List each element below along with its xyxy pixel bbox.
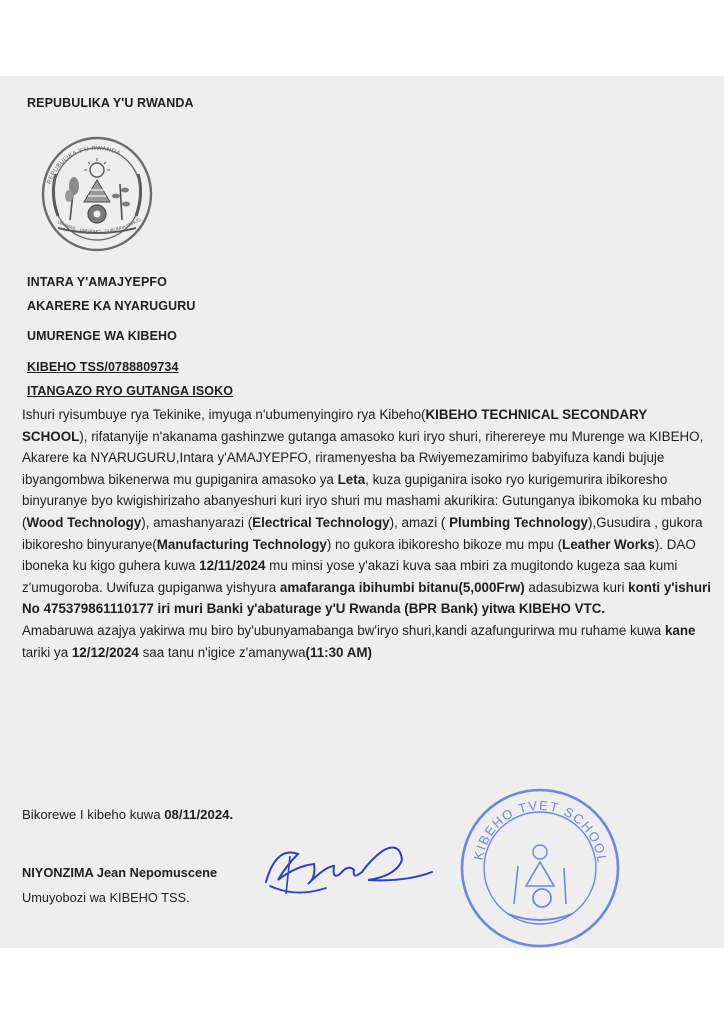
republic-heading: REPUBULIKA Y'U RWANDA xyxy=(27,96,194,110)
issue-date-line: Bikorewe I kibeho kuwa 08/11/2024. xyxy=(22,807,234,822)
province-heading: INTARA Y'AMAJYEPFO xyxy=(27,275,167,289)
school-contact: KIBEHO TSS/0788809734 xyxy=(27,360,179,374)
document-page xyxy=(0,76,724,948)
svg-text:KIBEHO TVET SCHOOL: KIBEHO TVET SCHOOL xyxy=(470,797,610,865)
sector-heading: UMURENGE WA KIBEHO xyxy=(27,329,177,343)
rwanda-coat-of-arms xyxy=(22,124,172,256)
svg-text:REPUBULIKA Y'U RWANDA: REPUBULIKA Y'U RWANDA xyxy=(46,145,122,185)
notice-title: ITANGAZO RYO GUTANGA ISOKO xyxy=(27,384,234,398)
signatory-role: Umuyobozi wa KIBEHO TSS. xyxy=(22,890,190,905)
school-stamp xyxy=(458,786,622,950)
signatory-name: NIYONZIMA Jean Nepomuscene xyxy=(22,865,218,880)
handwritten-signature xyxy=(256,836,436,906)
svg-text:UBUMWE · UMURIMO · GUKUNDA IGI: UBUMWE · UMURIMO · GUKUNDA IGIHUG xyxy=(56,217,142,235)
district-heading: AKARERE KA NYARUGURU xyxy=(27,299,196,313)
notice-body: Ishuri ryisumbuye rya Tekinike, imyuga n'ubumenyingiro rya Kibeho(KIBEHO TECHNICAL SECONDARY SCHOOL), rifatanyije n'akanama gashinzwe gutanga amasoko kuri iryo shuri, riherereye mu Murenge wa KIBEHO, Akarere ka NYARUGURU,Intara y'AMAJYEPFO, riramenyesha ba Rwiyemezamirimo babyifuza kandi bujuje ibyangombwa bikenerwa mu gupiganira amasoko ya Leta, kuza gupiganira isoko ryo kurigemurira ibikoresho binyuranye byo kwigishirizaho abanyeshuri kuri iryo shuri mu mashami akurikira: Gutunganya ibikomoka ku mbaho (Wood Technology), amashanyarazi (Electrical Technology), amazi ( Plumbing Technology),Gusudira , gukora ibikoresho binyuranye(Manufacturing Technology) no gukora ibikoresho bikoze mu mpu (Leather Works). DAO iboneka ku kigo guhera kuwa 12/11/2024 mu minsi yose y'akazi kuva saa mbiri za mugitondo kugeza saa kumi z'umugoroba. Uwifuza gupiganwa yishyura amafaranga ibihumbi bitanu(5,000Frw) adasubizwa kuri konti y'ishuri No 475379861110177 iri muri Banki y'abaturage y'U Rwanda (BPR Bank) yitwa KIBEHO VTC. Amabaruwa azajya yakirwa mu biro by'ubunyamabanga bw'iryo shuri,kandi azafungurirwa mu ruhame kuwa kane tariki ya 12/12/2024 saa tanu n'igice z'amanywa(11:30 AM) xyxy=(22,407,711,660)
